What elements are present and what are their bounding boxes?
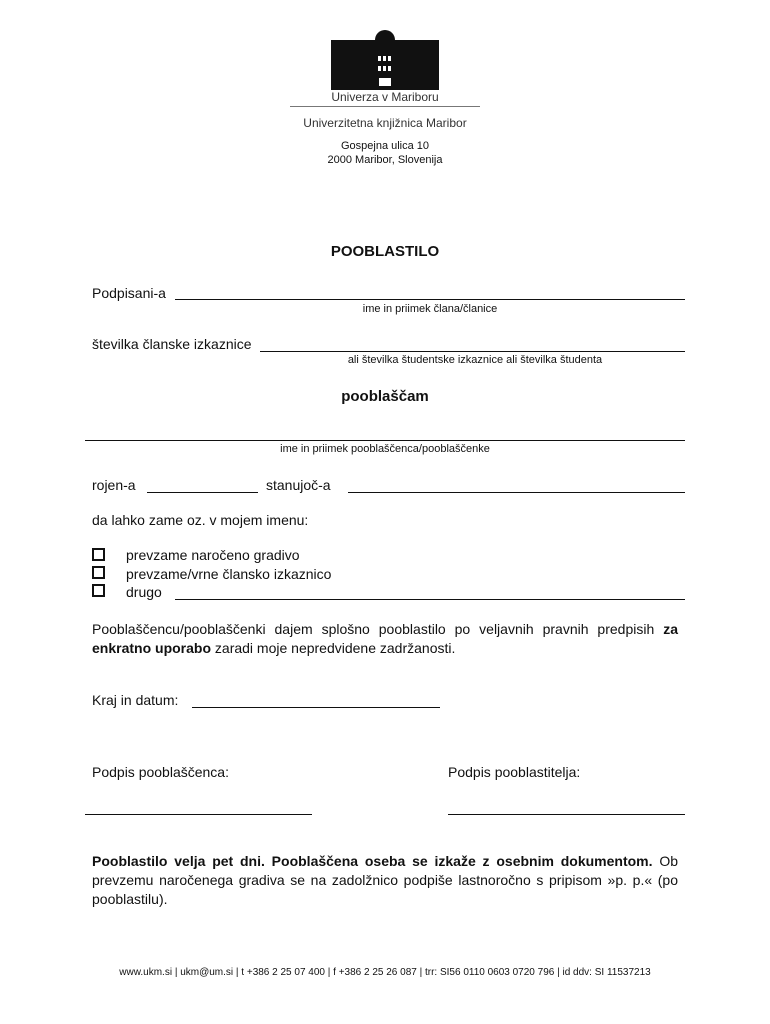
- proxy-signature-field[interactable]: [85, 814, 312, 815]
- intro-text: da lahko zame oz. v mojem imenu:: [92, 512, 309, 528]
- proxy-signature-label: Podpis pooblaščenca:: [92, 764, 229, 780]
- card-label: številka članske izkaznice: [92, 336, 252, 352]
- address-line1: Gospejna ulica 10: [340, 140, 430, 152]
- statement-text-1: Pooblaščencu/pooblaščenki dajem splošno pooblastilo po veljavnih pravnih predpisih: [92, 621, 664, 637]
- option-checkbox-2[interactable]: [92, 566, 105, 579]
- notice-bold: Pooblastilo velja pet dni. Pooblaščena oseba se izkaže z osebnim dokumentom.: [92, 853, 653, 869]
- place-date-label: Kraj in datum:: [92, 692, 179, 708]
- signed-hint: ime in priimek člana/članice: [362, 303, 498, 315]
- signed-label: Podpisani-a: [92, 285, 166, 301]
- option-checkbox-3[interactable]: [92, 584, 105, 597]
- card-number-field[interactable]: [260, 351, 685, 352]
- address-line2: 2000 Maribor, Slovenija: [327, 154, 443, 166]
- residing-label: stanujoč-a: [266, 477, 331, 493]
- signed-name-field[interactable]: [175, 299, 685, 300]
- grantor-signature-label: Podpis pooblastitelja:: [448, 764, 581, 780]
- other-field[interactable]: [175, 599, 685, 600]
- logo-divider: [290, 106, 480, 107]
- born-field[interactable]: [147, 492, 258, 493]
- residing-field[interactable]: [348, 492, 685, 493]
- proxy-name-field[interactable]: [85, 440, 685, 441]
- proxy-hint: ime in priimek pooblaščenca/pooblaščenke: [280, 443, 490, 455]
- card-hint: ali številka študentske izkaznice ali številka študenta: [347, 354, 603, 366]
- option-label-2: prevzame/vrne člansko izkaznico: [126, 566, 332, 582]
- page-title: POOBLASTILO: [330, 243, 440, 260]
- statement-paragraph: [92, 620, 678, 658]
- footer-contact: www.ukm.si | ukm@um.si | t +386 2 25 07 400 | f +386 2 25 26 087 | trr: SI56 0110 0603 0720 796 | id ddv: SI 11537213: [119, 967, 651, 978]
- university-logo: [331, 40, 439, 90]
- place-date-field[interactable]: [192, 707, 440, 708]
- option-checkbox-1[interactable]: [92, 548, 105, 561]
- notice-paragraph: [92, 852, 678, 909]
- notice-text: Ob prevzemu naročenega gradiva se na zadolžnico podpiše lastnoročno s pripisom »p. p.« (po pooblastilu).: [92, 853, 678, 907]
- authorize-heading: pooblaščam: [341, 388, 429, 405]
- option-label-1: prevzame naročeno gradivo: [126, 547, 300, 563]
- statement-bold-2: enkratno uporabo: [92, 640, 212, 656]
- option-label-3: drugo: [126, 584, 162, 600]
- born-label: rojen-a: [92, 477, 136, 493]
- statement-bold-1: za: [663, 621, 678, 637]
- grantor-signature-field[interactable]: [448, 814, 685, 815]
- statement-text-2: zaradi moje nepredvidene zadržanosti.: [211, 640, 456, 656]
- university-name: Univerza v Mariboru: [331, 90, 439, 104]
- library-name: Univerzitetna knjižnica Maribor: [303, 116, 467, 130]
